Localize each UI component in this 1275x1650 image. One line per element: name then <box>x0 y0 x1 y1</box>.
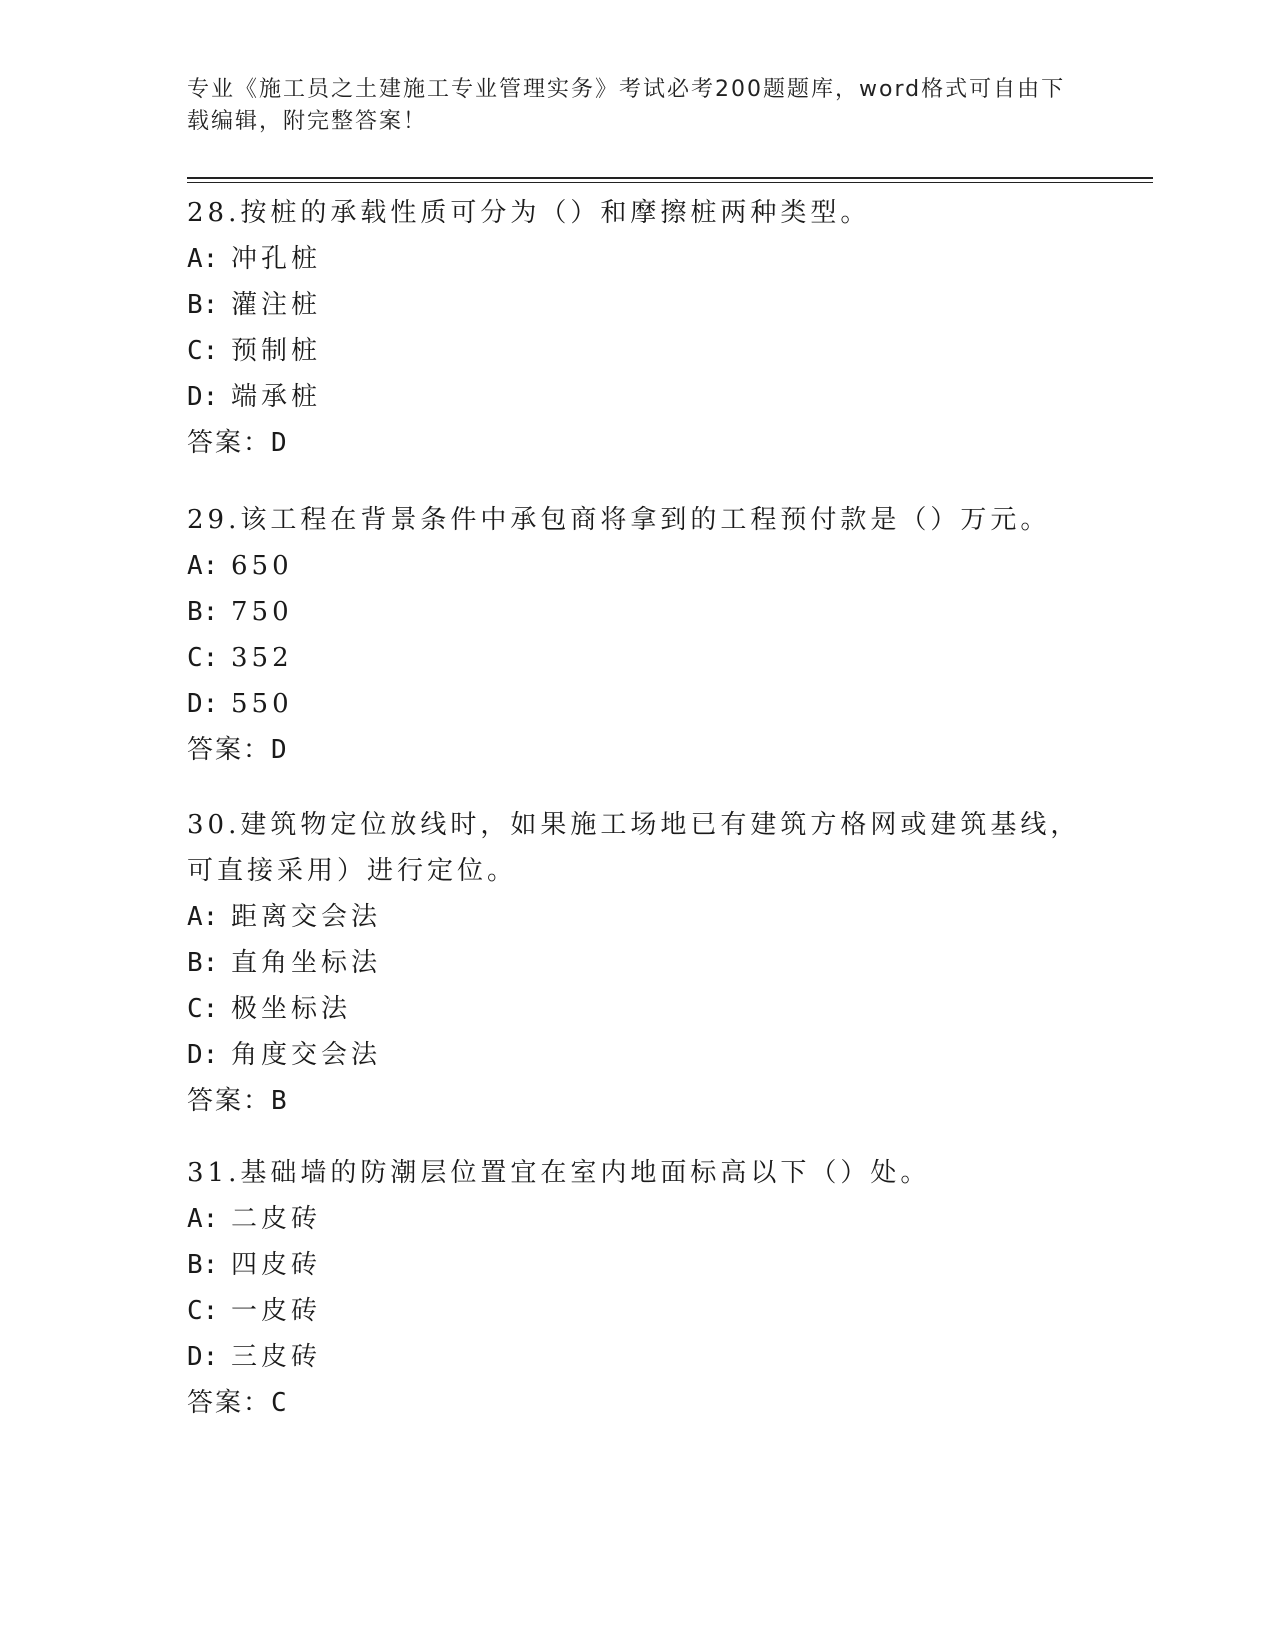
option-text: 直角坐标法 <box>231 948 382 978</box>
header-divider-top <box>187 177 1153 179</box>
option-letter: D: <box>187 1040 219 1070</box>
option-text: 750 <box>231 597 293 627</box>
option-letter: C: <box>187 336 219 366</box>
option-a <box>187 1196 1087 1242</box>
answer-line <box>187 1380 1087 1426</box>
answer-line <box>187 1078 1087 1124</box>
option-c <box>187 1288 1087 1334</box>
question-31 <box>187 1150 1087 1426</box>
answer-line <box>187 727 1087 773</box>
option-letter: B: <box>187 597 219 627</box>
option-letter: B: <box>187 290 219 320</box>
answer-label: 答案： <box>187 735 272 765</box>
option-letter: C: <box>187 1296 219 1326</box>
option-b <box>187 282 1087 328</box>
option-b <box>187 1242 1087 1288</box>
option-text: 角度交会法 <box>231 1040 382 1070</box>
answer-line <box>187 420 1087 466</box>
option-text: 极坐标法 <box>231 994 352 1024</box>
answer-label: 答案： <box>187 428 272 458</box>
option-d <box>187 374 1087 420</box>
option-text: 550 <box>231 689 293 719</box>
option-d <box>187 681 1087 727</box>
option-letter: A: <box>187 902 219 932</box>
option-text: 灌注桩 <box>231 290 322 320</box>
option-a <box>187 543 1087 589</box>
option-letter: D: <box>187 1342 219 1372</box>
question-30 <box>187 802 1087 1124</box>
option-letter: B: <box>187 1250 219 1280</box>
option-letter: B: <box>187 948 219 978</box>
answer-value: B <box>271 1086 289 1116</box>
option-c <box>187 635 1087 681</box>
option-text: 352 <box>231 643 293 673</box>
question-text: 30.建筑物定位放线时，如果施工场地已有建筑方格网或建筑基线，可直接采用）进行定位。 <box>187 810 1081 886</box>
answer-value: C <box>271 1388 289 1418</box>
option-letter: A: <box>187 244 219 274</box>
option-text: 预制桩 <box>231 336 322 366</box>
option-text: 三皮砖 <box>231 1342 322 1372</box>
option-letter: D: <box>187 689 219 719</box>
option-text: 四皮砖 <box>231 1250 322 1280</box>
option-a <box>187 894 1087 940</box>
answer-value: D <box>271 428 289 458</box>
document-header: 专业《施工员之土建施工专业管理实务》考试必考200题题库，word格式可自由下载编辑，附完整答案！ <box>187 77 1066 134</box>
option-c <box>187 986 1087 1032</box>
option-letter: C: <box>187 994 219 1024</box>
answer-label: 答案： <box>187 1086 272 1116</box>
question-text: 28.按桩的承载性质可分为（）和摩擦桩两种类型。 <box>187 198 871 228</box>
option-a <box>187 236 1087 282</box>
option-b <box>187 589 1087 635</box>
option-text: 二皮砖 <box>231 1204 322 1234</box>
option-d <box>187 1334 1087 1380</box>
option-text: 距离交会法 <box>231 902 382 932</box>
option-b <box>187 940 1087 986</box>
question-28 <box>187 190 1087 466</box>
option-letter: A: <box>187 1204 219 1234</box>
option-text: 650 <box>231 551 293 581</box>
option-letter: C: <box>187 643 219 673</box>
option-d <box>187 1032 1087 1078</box>
header-divider-bottom <box>187 182 1153 183</box>
option-text: 端承桩 <box>231 382 322 412</box>
option-c <box>187 328 1087 374</box>
question-text: 29.该工程在背景条件中承包商将拿到的工程预付款是（）万元。 <box>187 505 1051 535</box>
option-text: 一皮砖 <box>231 1296 322 1326</box>
answer-value: D <box>271 735 289 765</box>
question-text: 31.基础墙的防潮层位置宜在室内地面标高以下（）处。 <box>187 1158 931 1188</box>
answer-label: 答案： <box>187 1388 272 1418</box>
option-letter: D: <box>187 382 219 412</box>
option-text: 冲孔桩 <box>231 244 322 274</box>
option-letter: A: <box>187 551 219 581</box>
question-29 <box>187 497 1087 773</box>
